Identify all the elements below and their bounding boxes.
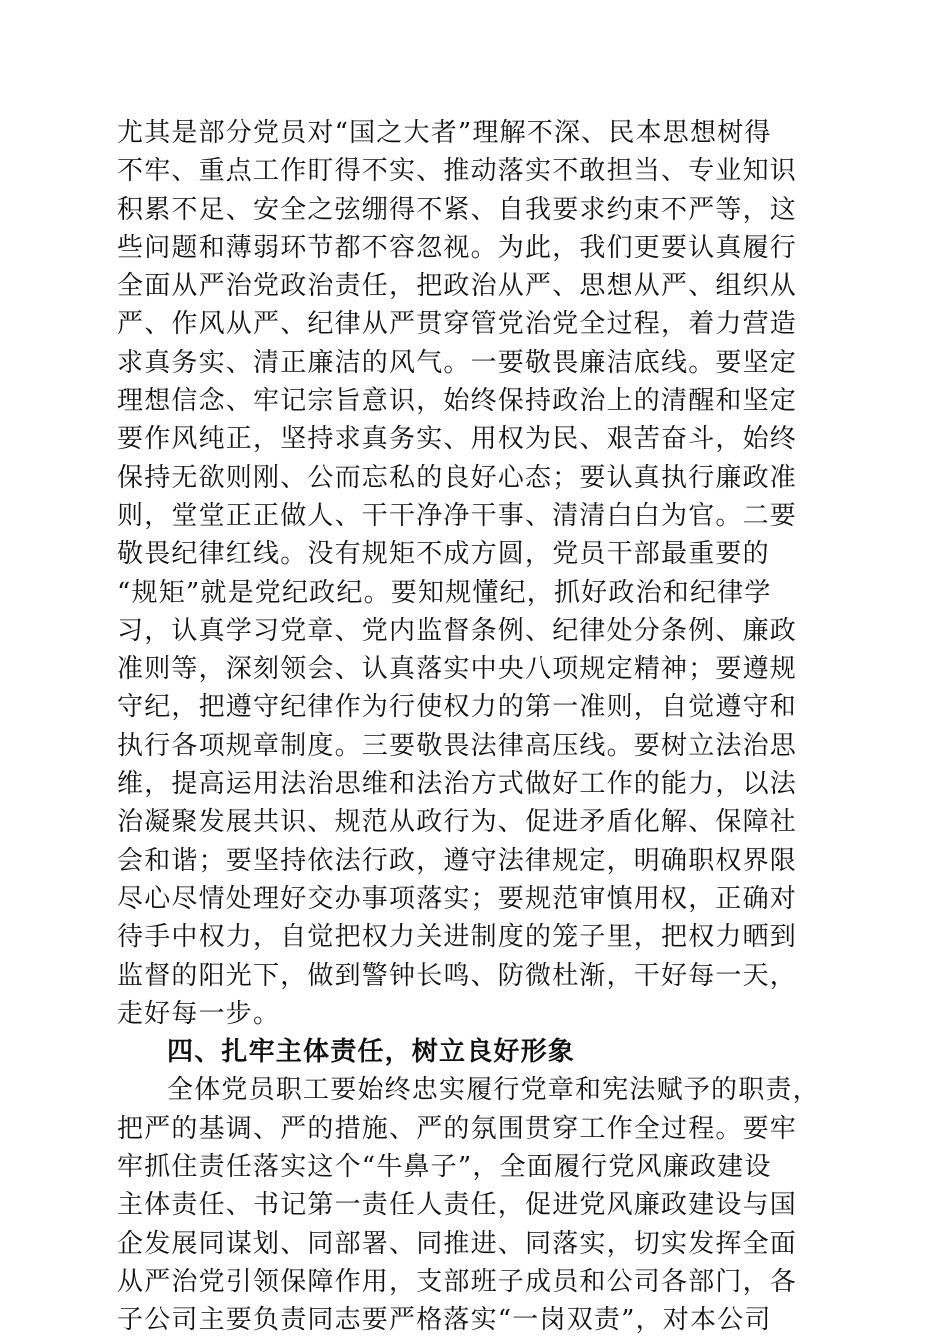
paragraph-line: 不牢、重点工作盯得不实、推动落实不敢担当、专业知识 (117, 156, 798, 187)
paragraph-line: 牢抓住责任落实这个“牛鼻子”，全面履行党风廉政建设 (117, 1152, 772, 1183)
paragraph-line: 准则等，深刻领会、认真落实中央八项规定精神；要遵规 (117, 654, 798, 685)
paragraph-1 (117, 114, 837, 1033)
paragraph-line: 全体党员职工要始终忠实履行党章和宪法赋予的职责， (167, 1075, 820, 1106)
paragraph-line: 积累不足、安全之弦绷得不紧、自我要求约束不严等，这 (117, 194, 798, 225)
paragraph-line: 全面从严治党政治责任，把政治从严、思想从严、组织从 (117, 271, 798, 302)
paragraph-line: 执行各项规章制度。三要敬畏法律高压线。要树立法治思 (117, 730, 798, 761)
paragraph-line: 严、作风从严、纪律从严贯穿管党治党全过程，着力营造 (117, 309, 798, 340)
paragraph-line: 从严治党引领保障作用，支部班子成员和公司各部门，各 (117, 1266, 798, 1297)
paragraph-line: 保持无欲则刚、公而忘私的良好心态；要认真执行廉政准 (117, 462, 798, 493)
paragraph-line: 治凝聚发展共识、规范从政行为、促进矛盾化解、保障社 (117, 807, 798, 838)
paragraph-line: 监督的阳光下，做到警钟长鸣、防微杜渐，干好每一天， (117, 960, 798, 991)
paragraph-line: 子公司主要负责同志要严格落实“一岗双责”，对本公司 (117, 1305, 772, 1336)
paragraph-line: 守纪，把遵守纪律作为行使权力的第一准则，自觉遵守和 (117, 692, 798, 723)
paragraph-line: 尤其是部分党员对“国之大者”理解不深、民本思想树得 (117, 118, 772, 148)
paragraph-line: 把严的基调、严的措施、严的氛围贯穿工作全过程。要牢 (117, 1113, 798, 1144)
paragraph-line: 理想信念、牢记宗旨意识，始终保持政治上的清醒和坚定 (117, 386, 798, 417)
paragraph-line: 要作风纯正，坚持求真务实、用权为民、艰苦奋斗，始终 (117, 424, 798, 455)
paragraph-line: 求真务实、清正廉洁的风气。一要敬畏廉洁底线。要坚定 (117, 347, 798, 378)
paragraph-line: 企发展同谋划、同部署、同推进、同落实，切实发挥全面 (117, 1228, 798, 1259)
paragraph-line: 会和谐；要坚持依法行政，遵守法律规定，明确职权界限 (117, 845, 798, 876)
paragraph-line: 习，认真学习党章、党内监督条例、纪律处分条例、廉政 (117, 615, 798, 646)
paragraph-2 (117, 1071, 837, 1339)
paragraph-line: 待手中权力，自觉把权力关进制度的笼子里，把权力晒到 (117, 922, 798, 953)
paragraph-line: 主体责任、书记第一责任人责任，促进党风廉政建设与国 (117, 1190, 798, 1221)
paragraph-line: 些问题和薄弱环节都不容忽视。为此，我们更要认真履行 (117, 232, 798, 263)
paragraph-line: 尽心尽情处理好交办事项落实；要规范审慎用权，正确对 (117, 883, 798, 914)
paragraph-line: 维，提高运用法治思维和法治方式做好工作的能力，以法 (117, 769, 798, 800)
paragraph-line: 敬畏纪律红线。没有规矩不成方圆，党员干部最重要的 (117, 539, 770, 570)
paragraph-line: “规矩”就是党纪政纪。要知规懂纪，抓好政治和纪律学 (117, 577, 772, 608)
paragraph-line: 走好每一步。 (117, 998, 281, 1029)
section-heading: 四、扎牢主体责任，树立良好形象 (167, 1037, 576, 1068)
document-body (117, 114, 837, 1340)
paragraph-line: 则，堂堂正正做人、干干净净干事、清清白白为官。二要 (117, 500, 798, 531)
